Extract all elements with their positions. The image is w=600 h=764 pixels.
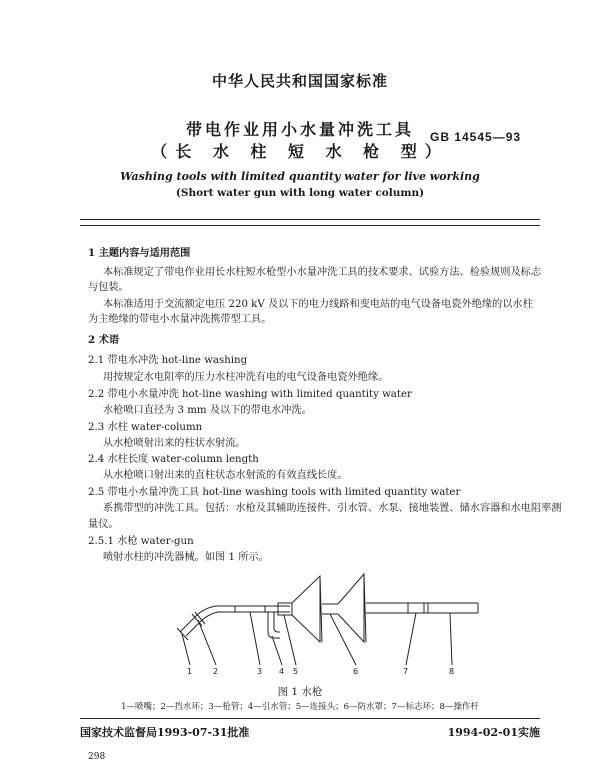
document-subtitle-cn: （长 水 柱 短 水 枪 型） [151,142,449,161]
section-1-paragraph-2-line-2: 为主绝缘的带电小水量冲洗携带型工具。 [88,314,272,325]
header-rule-thin [80,225,540,226]
implementation-date: 1994-02-01实施 [447,726,540,739]
issue-approval: 国家技术监督局1993-07-31批准 [80,726,250,739]
figure-label: 1 [187,667,193,676]
term-2-4-definition: 从水枪喷口射出来的直柱状态水射流的有效直线长度。 [103,470,348,481]
term-2-5-definition-line-1: 系携带型的冲洗工具。包括：水枪及其辅助连接件、引水管、水泵、接地装置、储水容器和水电阻率测 [103,503,562,514]
document-subtitle-en: (Short water gun with long water column) [175,187,425,199]
waterproof-hood-2 [338,574,364,642]
document-title-en: Washing tools with limited quantity water for live working [120,170,480,183]
figure-label: 2 [213,667,219,676]
water-stop-ring [192,614,202,626]
document-title-cn: 带电作业用小水量冲洗工具 [185,120,414,139]
national-standard-heading: 中华人民共和国国家标准 [211,72,388,90]
section-2-heading: 2 术语 [88,334,120,346]
term-2-5-heading: 2.5 带电小水量冲洗工具 hot-line washing tools with limited quantity water [88,487,461,498]
section-1-paragraph-1-line-1: 本标准规定了带电作业用长水柱短水枪型小水量冲洗工具的技术要求、试验方法、检验规则及标志 [103,267,542,278]
section-1-paragraph-2-line-1: 本标准适用于交流额定电压 220 kV 及以下的电力线路和变电站的电气设备电瓷外绝缘的以水柱 [103,299,533,310]
term-2-4-heading: 2.4 水柱长度 water-column length [88,454,259,465]
waterproof-hood-1 [292,576,320,642]
section-1-heading: 1 主题内容与适用范围 [88,247,191,259]
footer-rule [80,718,540,719]
term-2-1-heading: 2.1 带电水冲洗 hot-line washing [88,355,248,366]
section-1-paragraph-1-line-2: 与包装。 [88,282,129,293]
term-2-1-definition: 用按规定水电阻率的压力水柱冲洗有电的电气设备电瓷外绝缘。 [103,372,389,383]
page-number: 298 [88,752,106,762]
figure-caption: 图 1 水枪 [277,686,323,698]
figure-label: 3 [257,667,263,676]
term-2-2-heading: 2.2 带电小水量冲洗 hot-line washing with limited quantity water [88,389,412,400]
figure-label: 7 [403,667,409,676]
term-2-3-heading: 2.3 水柱 water-column [88,422,203,433]
term-2-5-1-definition: 喷射水柱的冲洗器械。如图 1 所示。 [103,552,269,563]
connector [278,603,292,615]
figure-label: 5 [293,667,299,676]
figure-legend: 1—喷嘴；2—挡水环；3—枪管；4—引水管；5—连接头；6—防水罩；7—标志环；8—操作杆 [121,702,479,712]
figure-label: 6 [353,667,359,676]
water-gun-figure [160,570,480,680]
term-2-5-1-heading: 2.5.1 水枪 water-gun [88,536,194,547]
figure-label: 4 [279,667,285,676]
header-rule-thick [80,219,540,220]
standard-code: GB 14545—93 [430,130,522,144]
term-2-3-definition: 从水枪喷射出来的柱状水射流。 [103,438,246,449]
term-2-5-definition-line-2: 量仪。 [88,519,119,530]
figure-label: 8 [449,667,455,676]
term-2-2-definition: 水枪喷口直径为 3 mm 及以下的带电水冲洗。 [103,405,312,416]
